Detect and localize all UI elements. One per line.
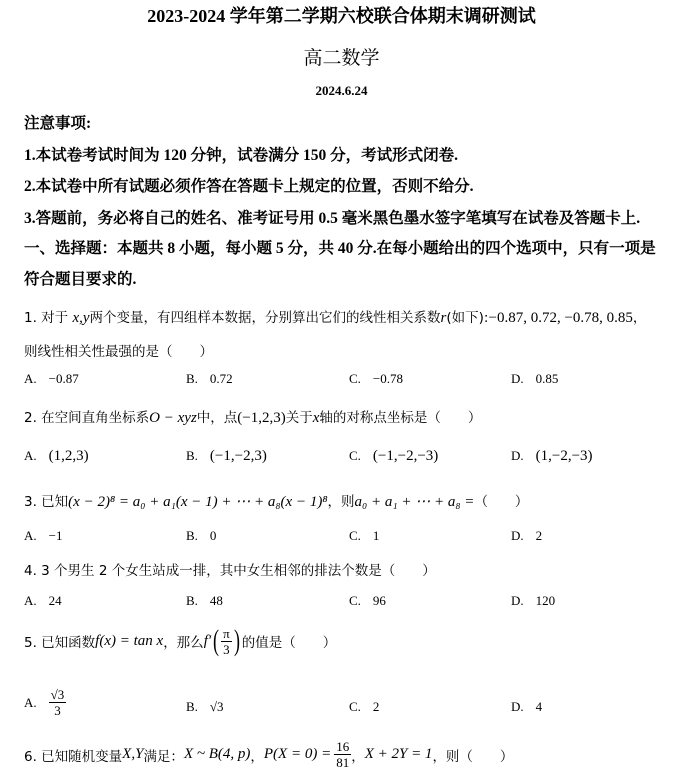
notice-item-3: 3.答题前，务必将自己的姓名、准考证号用 0.5 毫米黑色墨水签字笔填写在试卷及答题卡上. <box>24 210 641 227</box>
q1-option-d: D. 0.85 <box>511 371 559 386</box>
notice-item-2: 2.本试卷中所有试题必须作答在答题卡上规定的位置，否则不给分. <box>24 178 474 195</box>
q1-vars: x,y <box>72 310 90 326</box>
section-heading-line1: 一、选择题：本题共 8 小题，每小题 5 分，共 40 分.在每小题给出的四个选项中，只有一项是 <box>24 240 656 257</box>
q6-fraction: $\frac{16}{81}$ <box>336 739 350 770</box>
q2-option-c: C. (−1,−2,−3) <box>349 448 439 464</box>
q5-function: f(x) = tan x <box>95 632 164 649</box>
q4-option-a: A. 24 <box>24 593 62 608</box>
q1-option-a: A. −0.87 <box>24 371 79 386</box>
q2-option-d: D. (1,−2,−3) <box>511 448 593 464</box>
q1-text-4: ， <box>632 310 647 326</box>
q4-option-d: D. 120 <box>511 593 556 608</box>
q2-point: (−1,2,3) <box>237 410 286 426</box>
q3-option-d: D. 2 <box>511 528 543 543</box>
q4-option-b: B. 48 <box>186 593 223 608</box>
question-2: 2. 在空间直角坐标系O − xyz中，点(−1,2,3)关于x轴的对称点坐标是（ ） <box>24 410 482 426</box>
question-3: 3. 已知(x − 2)⁸ = a₀ + a₁(x − 1) + ⋯ + a₈(x − 1)⁸，则a₀ + a₁ + ⋯ + a₈ =（ ） <box>24 494 529 510</box>
question-6: 6. 已知随机变量 X,Y 满足： X ~ B(4, p) ， P(X = 0) = $\frac{16}{81}$ ， X + 2Y = 1 ，则（ ） <box>24 739 514 770</box>
q5-option-a: A. $\frac{√3}{3}$ <box>24 687 65 718</box>
q2-coord-system: O − xyz <box>149 410 197 426</box>
q3-equation: (x − 2)⁸ = a₀ + a₁(x − 1) + ⋯ + a₈(x − 1)⁸ <box>68 494 328 510</box>
notice-heading: 注意事项: <box>24 115 92 132</box>
q5-pi-over-3: $\frac{\pi}{3}$ <box>223 625 230 657</box>
question-1 <box>24 306 646 327</box>
notice-item-1: 1.本试卷考试时间为 120 分钟，试卷满分 150 分，考试形式闭卷. <box>24 147 459 164</box>
q6-relation: X + 2Y = 1 <box>364 746 433 762</box>
q1-values: −0.87, 0.72, −0.78, 0.85 <box>488 310 633 326</box>
q2-axis: x <box>312 410 320 426</box>
q1-text-2: 两个变量，有四组样本数据，分别算出它们的线性相关系数 <box>89 310 441 326</box>
q1-text-1: 1. 对于 <box>24 310 73 326</box>
q6-distribution: X ~ B(4, p) <box>183 746 251 762</box>
q5-option-c: C. 2 <box>349 699 380 714</box>
q6-probability: P(X = 0) = <box>263 746 332 762</box>
exam-date: 2024.6.24 <box>315 83 368 98</box>
q6-vars: X,Y <box>122 746 144 762</box>
q1-text-3: (如下): <box>446 310 489 326</box>
q1-option-b: B. 0.72 <box>186 371 233 386</box>
q1-r: r <box>440 310 447 326</box>
q2-option-b: B. (−1,−2,3) <box>186 448 267 464</box>
subject-title: 高二数学 <box>303 48 380 69</box>
q5-option-d: D. 4 <box>511 699 543 714</box>
q3-sum: a₀ + a₁ + ⋯ + a₈ = <box>354 494 475 510</box>
question-5: 5. 已知函数 f(x) = tan x ，那么 f′ ( $\frac{\pi}{3}$ ) 的值是（ ） <box>24 624 337 657</box>
q1-line-2: 则线性相关性最强的是（ ） <box>24 344 213 360</box>
q3-option-a: A. −1 <box>24 528 63 543</box>
q5-option-b: B. √3 <box>186 699 224 714</box>
question-4: 4. 3 个男生 2 个女生站成一排，其中女生相邻的排法个数是（ ） <box>24 563 436 579</box>
q3-option-b: B. 0 <box>186 528 217 543</box>
q1-option-c: C. −0.78 <box>349 371 404 386</box>
exam-title: 2023-2024 学年第二学期六校联合体期末调研测试 <box>147 6 536 26</box>
q4-option-c: C. 96 <box>349 593 386 608</box>
q5-derivative: f′ <box>203 632 212 649</box>
section-heading-line2: 符合题目要求的. <box>24 271 137 288</box>
q2-option-a: A. (1,2,3) <box>24 448 89 464</box>
q3-option-c: C. 1 <box>349 528 380 543</box>
